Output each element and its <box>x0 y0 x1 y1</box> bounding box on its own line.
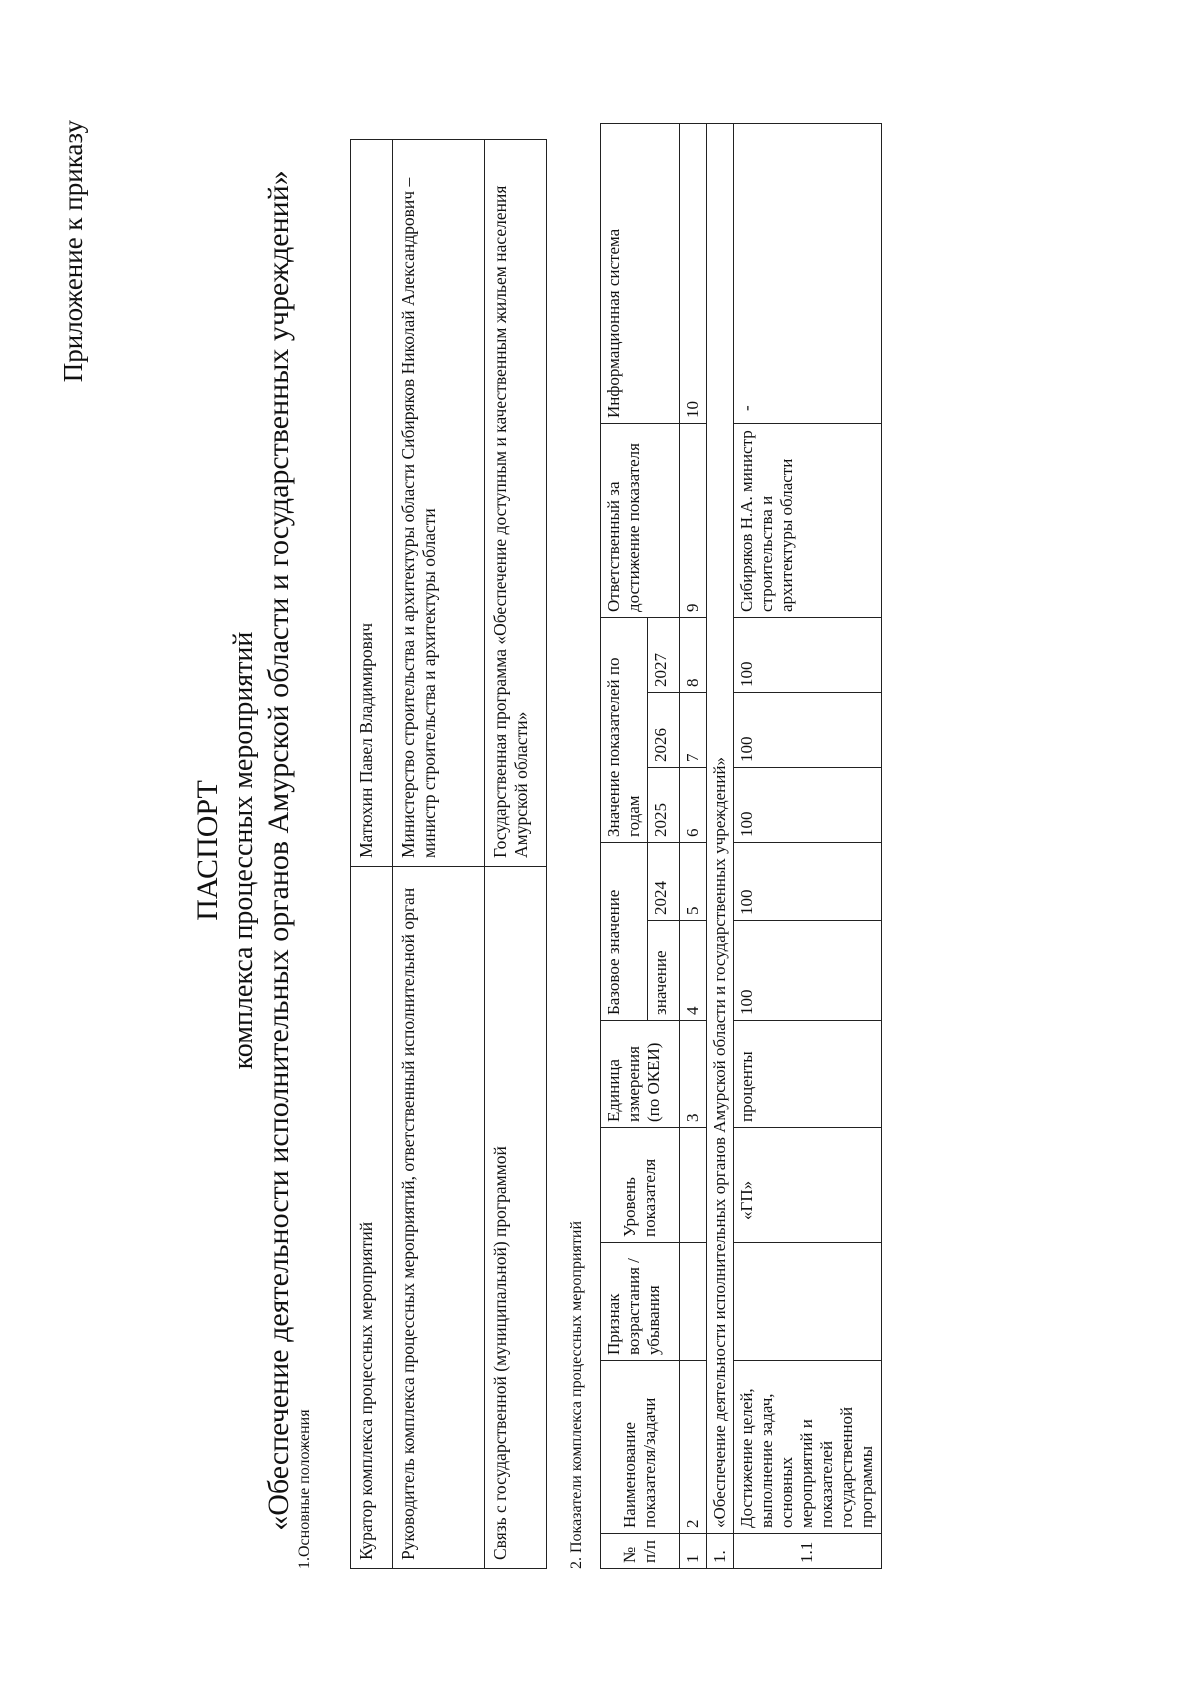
indicator-2026: 100 <box>734 692 881 767</box>
title-block <box>190 0 297 1701</box>
basic-provisions-table <box>350 139 547 1569</box>
col-years-header: Значение показателей по годам <box>601 617 648 842</box>
indicator-unit: проценты <box>734 1021 881 1128</box>
col-base-header: Базовое значение <box>601 842 648 1020</box>
col-info-header: Информационная система <box>601 123 680 423</box>
indicator-2027: 100 <box>734 617 881 692</box>
indicator-info-system: - <box>734 123 881 423</box>
document-program-name: «Обеспечение деятельности исполнительных органов Амурской области и государственных учреждений» <box>261 170 295 1531</box>
column-number: 7 <box>680 692 707 767</box>
col-sign-header: Признак возрастания / убывания <box>601 1243 680 1361</box>
group-number: 1. <box>707 1534 734 1569</box>
col-level-header: Уровень показателя <box>601 1128 680 1243</box>
indicator-level: «ГП» <box>734 1128 881 1243</box>
indicator-responsible: Сибиряков Н.А. министр строительства и архитектуры области <box>734 423 881 617</box>
indicator-base-value: 100 <box>734 921 881 1021</box>
col-responsible-header: Ответственный за достижение показателя <box>601 423 680 617</box>
curator-value: Матюхин Павел Владимирович <box>351 140 393 867</box>
program-link-label: Связь с государственной (муниципальной) программой <box>485 867 547 1569</box>
program-link-value: Государственная программа «Обеспечение доступным и качественным жильем населения Амурской области» <box>485 140 547 867</box>
column-number: 1 <box>680 1534 707 1569</box>
column-number: 5 <box>680 842 707 920</box>
numbering-row <box>680 123 707 1568</box>
col-num-header: № п/п <box>601 1534 680 1569</box>
indicator-sign <box>734 1243 881 1361</box>
curator-label: Куратор комплекса процессных мероприятий <box>351 867 393 1569</box>
col-base-year-header: 2024 <box>648 842 680 920</box>
col-2025-header: 2025 <box>648 767 680 842</box>
table-row <box>351 140 393 1569</box>
document-title: ПАСПОРТ <box>191 780 224 921</box>
head-value: Министерство строительства и архитектуры области Сибиряков Николай Александрович – министр строительства и архитектуры области <box>393 140 485 867</box>
indicators-table <box>600 123 882 1569</box>
table-row <box>734 123 881 1568</box>
col-2027-header: 2027 <box>648 617 680 692</box>
group-title: «Обеспечение деятельности исполнительных органов Амурской области и государственных учреждений» <box>707 123 734 1533</box>
col-unit-header: Единица измерения (по ОКЕИ) <box>601 1021 680 1128</box>
column-number: 8 <box>680 617 707 692</box>
col-name-header: Наименование показателя/задачи <box>601 1361 680 1534</box>
col-base-value-header: значение <box>648 921 680 1021</box>
column-number <box>680 1243 707 1361</box>
table-row <box>393 140 485 1569</box>
column-number <box>680 1128 707 1243</box>
indicator-name: Достижение целей, выполнение задач, основных мероприятий и показателей государственной программы <box>734 1361 881 1534</box>
column-number: 6 <box>680 767 707 842</box>
header-row <box>601 123 648 1568</box>
table-row <box>485 140 547 1569</box>
indicator-base-year: 100 <box>734 842 881 920</box>
column-number: 4 <box>680 921 707 1021</box>
head-label: Руководитель комплекса процессных мероприятий, ответственный исполнительной орган <box>393 867 485 1569</box>
column-number: 2 <box>680 1361 707 1534</box>
appendix-note: Приложение к приказу <box>58 120 88 383</box>
column-number: 9 <box>680 423 707 617</box>
group-row <box>707 123 734 1568</box>
column-number: 3 <box>680 1021 707 1128</box>
section-2-heading: 2. Показатели комплекса процессных мероприятий <box>568 1220 585 1569</box>
document-subtitle: комплекса процессных мероприятий <box>227 631 259 1070</box>
row-number: 1.1 <box>734 1534 881 1569</box>
column-number: 10 <box>680 123 707 423</box>
indicator-2025: 100 <box>734 767 881 842</box>
col-2026-header: 2026 <box>648 692 680 767</box>
section-1-heading: 1.Основные положения <box>296 1409 313 1569</box>
